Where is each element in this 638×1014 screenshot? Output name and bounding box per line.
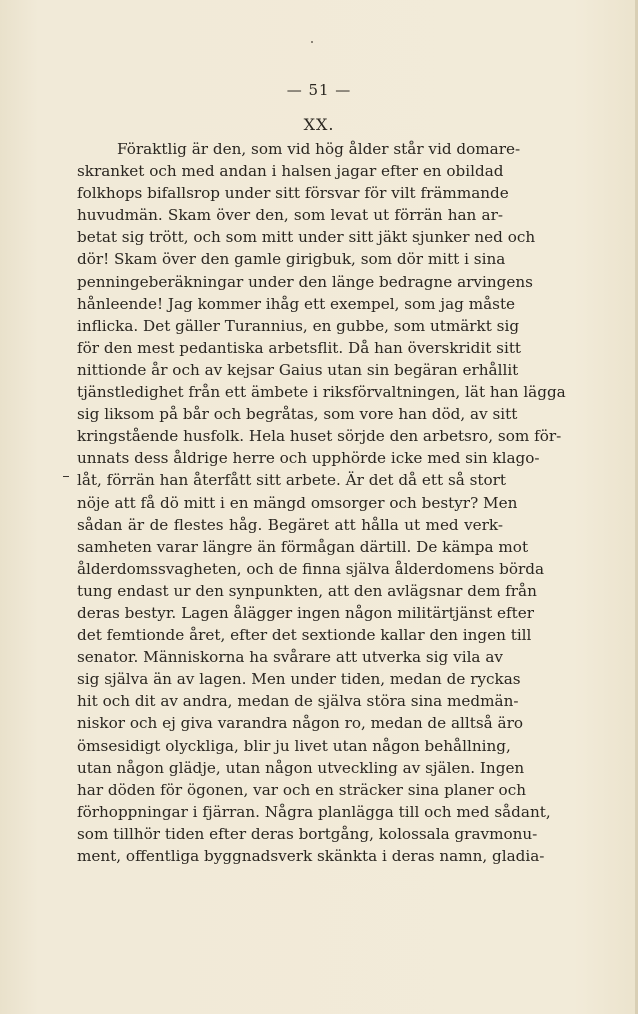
text-line: ålderdomssvagheten, och de finna själva ålderdomens börda: [77, 559, 545, 578]
text-line: huvudmän. Skam över den, som levat ut förrän han ar-: [77, 206, 503, 225]
text-line: sig själva än av lagen. Men under tiden, medan de ryckas: [77, 670, 521, 689]
margin-mark: [63, 476, 69, 477]
text-line: skranket och med andan i halsen jagar efter en obildad: [77, 162, 504, 181]
text-line: samheten varar längre än förmågan därtill. De kämpa mot: [77, 537, 529, 556]
text-line: unnats dess åldrige herre och upphörde icke med sin klago-: [77, 449, 540, 468]
text-line: inflicka. Det gäller Turannius, en gubbe, som utmärkt sig: [77, 316, 520, 335]
text-line: utan någon glädje, utan någon utveckling av själen. Ingen: [77, 758, 525, 777]
text-line: deras bestyr. Lagen ålägger ingen någon militärtjänst efter: [77, 603, 535, 622]
text-line: tjänstledighet från ett ämbete i riksförvaltningen, lät han lägga: [77, 383, 566, 402]
text-line: det femtionde året, efter det sextionde kallar den ingen till: [77, 626, 532, 645]
text-line: hit och dit av andra, medan de själva störa sina medmän-: [77, 692, 519, 711]
text-line: ment, offentliga byggnadsverk skänkta i deras namn, gladia-: [77, 847, 545, 865]
text-line: förhoppningar i fjärran. Några planlägga till och med sådant,: [77, 802, 551, 821]
text-line: tung endast ur den synpunkten, att den avlägsnar dem från: [77, 581, 537, 600]
text-line: nöje att få dö mitt i en mängd omsorger och bestyr? Men: [77, 493, 518, 512]
body-text: [77, 138, 566, 867]
text-line: för den mest pedantiska arbetsflit. Då han överskridit sitt: [77, 338, 522, 357]
text-line: penningeberäkningar under den länge bedragne arvingens: [77, 272, 533, 291]
text-line: ömsesidigt olyckliga, blir ju livet utan någon behållning,: [77, 736, 511, 755]
text-line: låt, förrän han återfått sitt arbete. Är det då ett så stort: [77, 471, 507, 490]
text-line: kringstående husfolk. Hela huset sörjde den arbetsro, som för-: [77, 427, 562, 446]
chapter-heading: XX.: [303, 115, 335, 134]
text-line: betat sig trött, och som mitt under sitt jäkt sjunker ned och: [77, 228, 536, 247]
text-line: folkhops bifallsrop under sitt försvar för vilt främmande: [77, 184, 509, 203]
text-line: har döden för ögonen, var och en sträcker sina planer och: [77, 780, 526, 799]
page-number: — 51 —: [286, 81, 352, 99]
text-line: nittionde år och av kejsar Gaius utan sin begäran erhållit: [77, 360, 519, 379]
text-line: niskor och ej giva varandra någon ro, medan de alltså äro: [77, 714, 523, 733]
text-line: som tillhör tiden efter deras bortgång, kolossala gravmonu-: [77, 824, 538, 843]
text-line: dör! Skam över den gamle girigbuk, som dör mitt i sina: [77, 250, 506, 269]
text-line: sig liksom på bår och begråtas, som vore han död, av sitt: [77, 405, 518, 424]
text-line: Föraktlig är den, som vid hög ålder står vid domare-: [117, 140, 521, 158]
paper-speck: [311, 41, 313, 43]
text-line: senator. Människorna ha svårare att utverka sig vila av: [77, 648, 503, 667]
text-line: hånleende! Jag kommer ihåg ett exempel, som jag måste: [77, 294, 516, 313]
text-line: sådan är de flestes håg. Begäret att hålla ut med verk-: [77, 515, 503, 534]
